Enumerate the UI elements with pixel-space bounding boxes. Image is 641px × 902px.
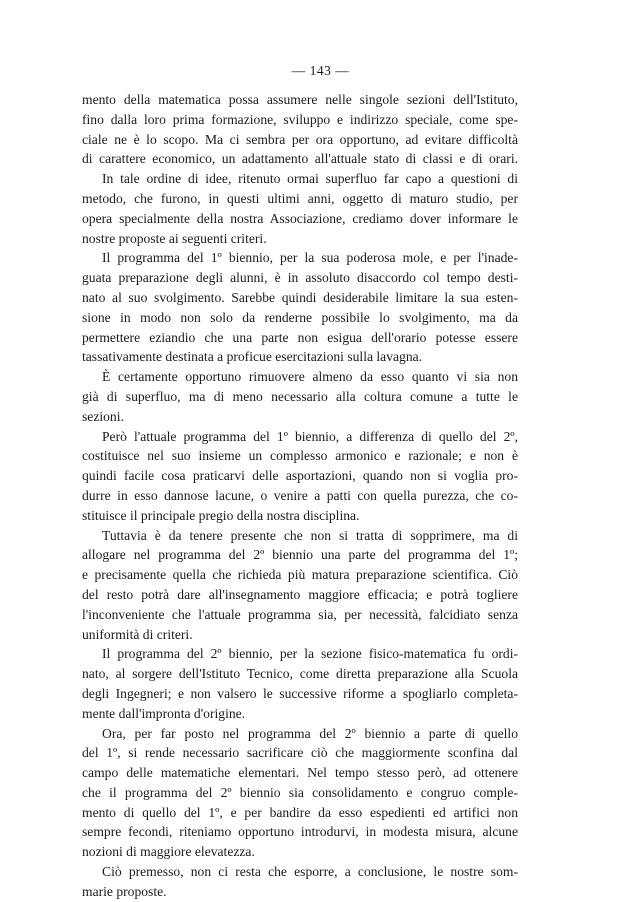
text-line: Il programma del 2º biennio, per la sezione fisico-matematica fu ordi- — [102, 646, 518, 662]
text-line: stituisce il principale pregio della nostra disciplina. — [82, 507, 360, 523]
text-line: fino dalla loro prima formazione, sviluppo e indirizzo speciale, come spe- — [82, 111, 518, 127]
text-line: uniformità di criteri. — [82, 626, 193, 642]
text-line: permettere eziandio che una parte non esigua dell'orario potesse essere — [82, 329, 518, 345]
text-line: Il programma del 1º biennio, per la sua poderosa mole, e per l'inade- — [102, 250, 518, 266]
paragraph — [82, 367, 518, 426]
text-line: Ciò premesso, non ci resta che esporre, a conclusione, le nostre som- — [102, 864, 518, 880]
text-line: sempre fecondi, riteniamo opportuno introdurvi, in modesta misura, alcune — [82, 824, 518, 840]
paragraph — [82, 90, 518, 169]
paragraph — [82, 526, 518, 645]
text-line: Tuttavia è da tenere presente che non si tratta di sopprimere, ma di — [102, 527, 518, 543]
text-line: ciale ne è lo scopo. Ma ci sembra per ora opportuno, ad evitare difficoltà — [82, 131, 518, 147]
text-line: durre in esso dannose lacune, o venire a patti con quella purezza, che co- — [82, 487, 518, 503]
text-line: sione in modo non solo da renderne possibile lo svolgimento, ma da — [82, 309, 518, 325]
text-line: In tale ordine di idee, ritenuto ormai superfluo far capo a questioni di — [102, 171, 518, 187]
text-line: costituisce nel suo insieme un complesso armonico e razionale; e non è — [82, 448, 518, 464]
paragraph — [82, 427, 518, 526]
text-line: metodo, che furono, in questi ultimi anni, oggetto di maturo studio, per — [82, 190, 518, 206]
text-line: nostre proposte ai seguenti criteri. — [82, 230, 267, 246]
text-line: Però l'attuale programma del 1º biennio, a differenza di quello del 2º, — [102, 428, 518, 444]
body-text — [82, 90, 518, 902]
text-line: opera specialmente della nostra Associazione, crediamo dover informare le — [82, 210, 518, 226]
text-line: guata preparazione degli alunni, è in assoluto disaccordo col tempo desti- — [82, 270, 518, 286]
text-line: nozioni di maggiore elevatezza. — [82, 844, 255, 860]
text-line: degli Ingegneri; e non valsero le successive riforme a spogliarlo completa- — [82, 685, 518, 701]
text-line: già di superfluo, ma di meno necessario alla coltura comune a tutte le — [82, 388, 518, 404]
text-line: e precisamente quella che richieda più matura preparazione scientifica. Ciò — [82, 567, 518, 583]
paragraph — [82, 862, 518, 902]
text-line: mente dall'impronta d'origine. — [82, 705, 246, 721]
text-line: campo delle matematiche elementari. Nel tempo stesso però, ad ottenere — [82, 765, 518, 781]
paragraph — [82, 169, 518, 248]
text-line: Ora, per far posto nel programma del 2º biennio a parte di quello — [102, 725, 518, 741]
paragraph — [82, 248, 518, 367]
text-line: mento di quello del 1º, e per bandire da esso espedienti ed artifici non — [82, 804, 518, 820]
text-line: di carattere economico, un adattamento all'attuale stato di classi e di orari. — [82, 151, 518, 167]
page-number: — 143 — — [291, 63, 350, 78]
paragraph — [82, 724, 518, 863]
text-line: sezioni. — [82, 408, 124, 424]
text-line: nato al suo svolgimento. Sarebbe quindi desiderabile limitare la sua esten- — [82, 289, 518, 305]
text-line: quindi facile cosa praticarvi delle asportazioni, quando non si voglia pro- — [82, 468, 518, 484]
text-line: È certamente opportuno rimuovere almeno da esso quanto vi sia non — [102, 369, 518, 385]
text-line: marie proposte. — [82, 883, 167, 899]
paragraph — [82, 644, 518, 723]
text-line: del resto potrà dare all'insegnamento maggiore efficacia; e potrà togliere — [82, 586, 518, 602]
text-line: l'inconveniente che l'attuale programma sia, per necessità, falcidiato senza — [82, 606, 518, 622]
text-line: del 1º, si rende necessario sacrificare ciò che maggiormente sconfina dal — [82, 745, 518, 761]
text-line: tassativamente destinata a proficue esercitazioni sulla lavagna. — [82, 349, 423, 365]
text-line: che il programma del 2º biennio sia consolidamento e congruo comple- — [82, 784, 518, 800]
text-line: nato, al sorgere dell'Istituto Tecnico, come diretta preparazione alla Scuola — [82, 666, 518, 682]
text-line: allogare nel programma del 2º biennio una parte del programma del 1º; — [82, 547, 518, 563]
text-line: mento della matematica possa assumere nelle singole sezioni dell'Istituto, — [82, 92, 518, 107]
